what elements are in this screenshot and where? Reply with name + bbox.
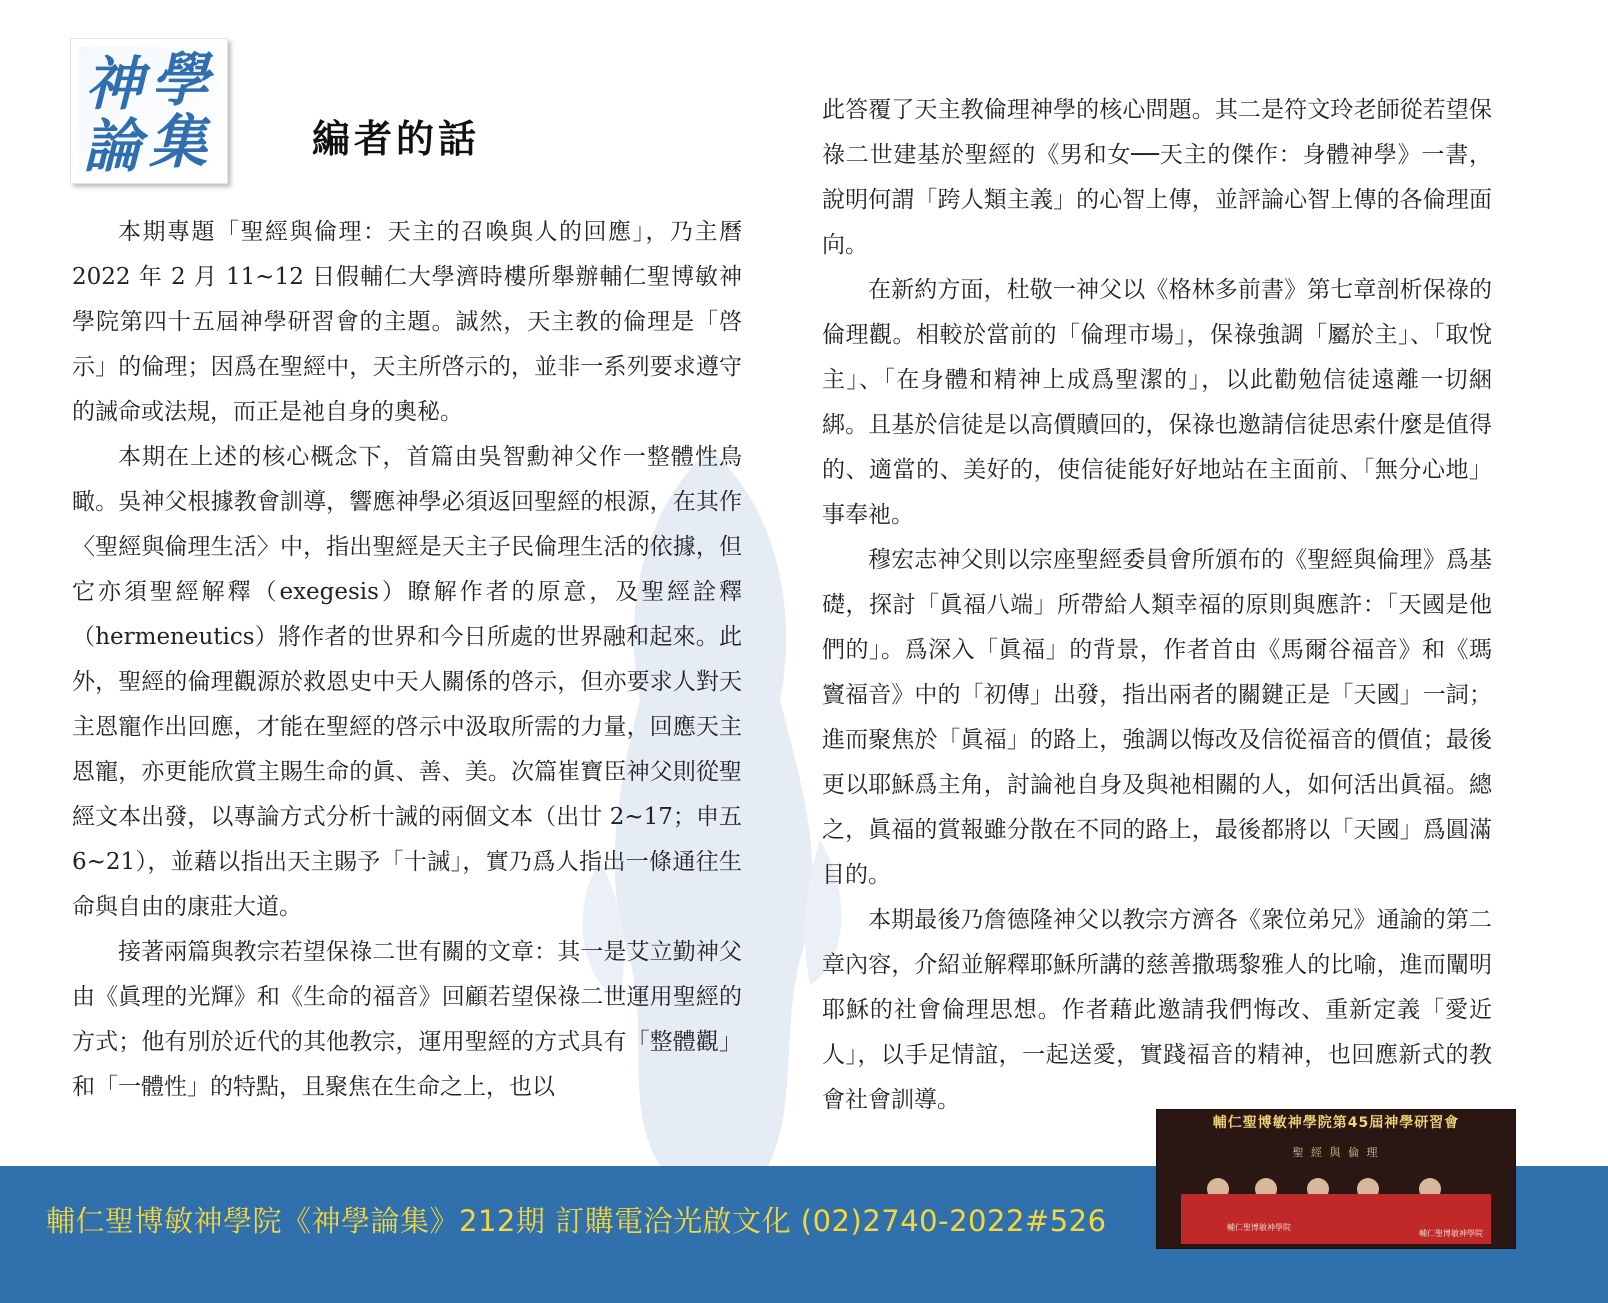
footer-order-info: 輔仁聖博敏神學院《神學論集》212期 訂購電洽光啟文化 (02)2740-2022#526 [46, 1204, 1107, 1238]
right-paragraph-1: 此答覆了天主教倫理神學的核心問題。其二是符文玲老師從若望保祿二世建基於聖經的《男和女──天主的傑作：身體神學》一書，說明何謂「跨人類主義」的心智上傳，並評論心智上傳的各倫理面向。 [822, 97, 1492, 258]
left-paragraph-2: 本期在上述的核心概念下，首篇由吳智勳神父作一整體性鳥瞰。吳神父根據教會訓導，響應神學必須返回聖經的根源，在其作〈聖經與倫理生活〉中，指出聖經是天主子民倫理生活的依據，但它亦須聖經解釋（exegesis）瞭解作者的原意，及聖經詮釋（hermeneutics）將作者的世界和今日所處的世界融和起來。此外，聖經的倫理觀源於救恩史中天人關係的啓示，但亦要求人對天主恩寵作出回應，才能在聖經的啓示中汲取所需的力量，回應天主恩寵，亦更能欣賞主賜生命的眞、善、美。次篇崔寶臣神父則從聖經文本出發，以專論方式分析十誡的兩個文本（出廿 2~17；申五 6~21），並藉以指出天主賜予「十誡」，實乃爲人指出一條通往生命與自由的康莊大道。 [72, 444, 742, 920]
logo-inner [79, 46, 219, 180]
photo-subtitle: 聖 經 與 倫 理 [1292, 1146, 1380, 1159]
left-column [72, 210, 742, 1110]
right-paragraph-4: 本期最後乃詹德隆神父以教宗方濟各《衆位弟兄》通諭的第二章內容，介紹並解釋耶穌所講的慈善撒瑪黎雅人的比喻，進而闡明耶穌的社會倫理思想。作者藉此邀請我們悔改、重新定義「愛近人」，以手足情誼，一起送愛，實踐福音的精神，也回應新式的教會社會訓導。 [822, 907, 1492, 1113]
table-label-right: 輔仁聖博敏神學院 [1419, 1229, 1483, 1238]
photo-banner: 輔仁聖博敏神學院第45屆神學研習會 [1212, 1115, 1460, 1131]
right-paragraph-2: 在新約方面，杜敬一神父以《格林多前書》第七章剖析保祿的倫理觀。相較於當前的「倫理市場」，保祿強調「屬於主」、「取悅主」、「在身體和精神上成爲聖潔的」，以此勸勉信徒遠離一切綑綁。且基於信徒是以高價贖回的，保祿也邀請信徒思索什麼是值得的、適當的、美好的，使信徒能好好地站在主面前、「無分心地」事奉祂。 [822, 277, 1492, 528]
conference-photo [1157, 1110, 1515, 1248]
logo-char-4: 集 [149, 108, 208, 176]
logo-char-1: 神 [85, 50, 144, 118]
logo-char-3: 論 [83, 112, 142, 180]
journal-logo [70, 38, 228, 184]
left-paragraph-3: 接著兩篇與教宗若望保祿二世有關的文章：其一是艾立勤神父由《眞理的光輝》和《生命的福音》回顧若望保祿二世運用聖經的方式；他有別於近代的其他教宗，運用聖經的方式具有「整體觀」和「一體性」的特點，且聚焦在生命之上，也以 [72, 939, 742, 1100]
logo-char-2: 學 [151, 46, 210, 114]
left-paragraph-1: 本期專題「聖經與倫理：天主的召喚與人的回應」，乃主曆 2022 年 2 月 11~12 日假輔仁大學濟時樓所舉辦輔仁聖博敏神學院第四十五屆神學研習會的主題。誠然，天主教的倫理是「啓示」的倫理；因爲在聖經中，天主所啓示的，並非一系列要求遵守的誡命或法規，而正是祂自身的奧秘。 [72, 219, 742, 425]
right-column [822, 88, 1492, 1123]
page-title: 編者的話 [312, 117, 481, 161]
right-paragraph-3: 穆宏志神父則以宗座聖經委員會所頒布的《聖經與倫理》爲基礎，探討「眞福八端」所帶給人類幸福的原則與應許：「天國是他們的」。爲深入「眞福」的背景，作者首由《馬爾谷福音》和《瑪竇福音》中的「初傳」出發，指出兩者的關鍵正是「天國」一詞；進而聚焦於「眞福」的路上，強調以悔改及信從福音的價值；最後更以耶穌爲主角，討論祂自身及與祂相關的人，如何活出眞福。總之，眞福的賞報雖分散在不同的路上，最後都將以「天國」爲圓滿目的。 [822, 547, 1492, 888]
table-label-left: 輔仁聖博敏神學院 [1227, 1223, 1291, 1232]
